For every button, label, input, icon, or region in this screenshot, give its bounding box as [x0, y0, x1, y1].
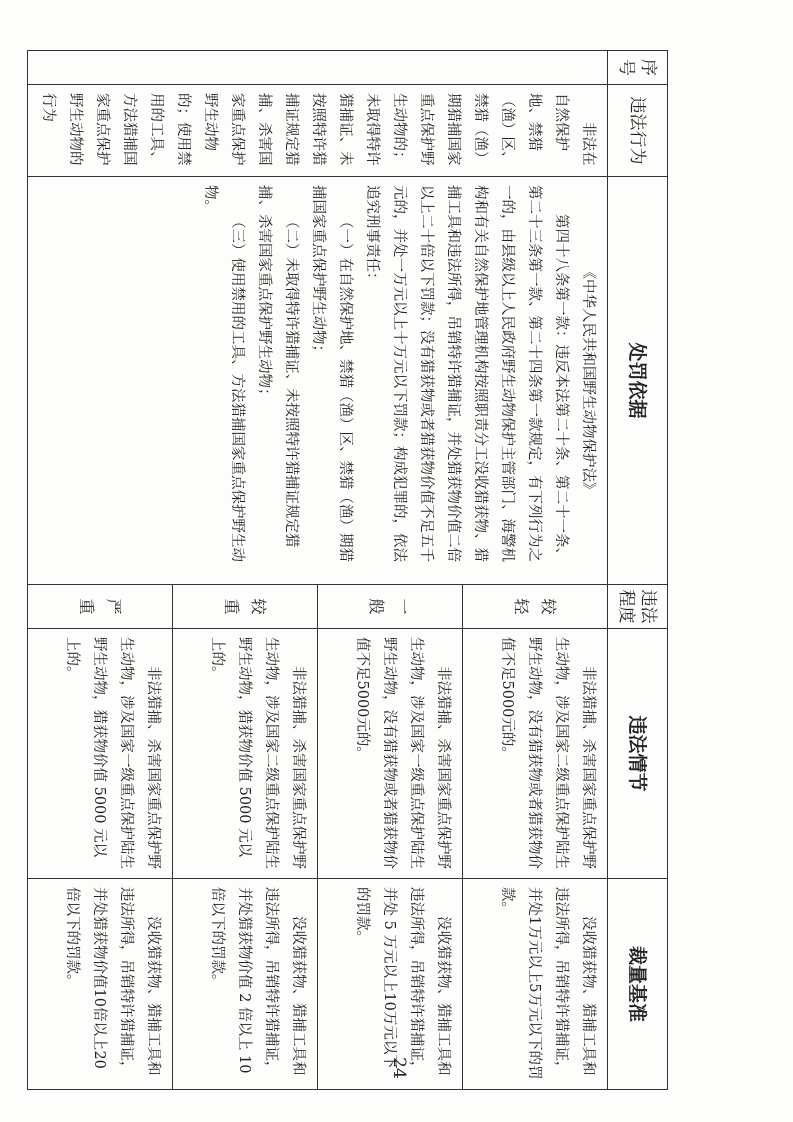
- header-seq: 序号: [608, 51, 668, 85]
- table-row: [463, 51, 608, 1090]
- header-basis: 处罚依据: [608, 177, 668, 585]
- page-number: 24: [388, 1057, 409, 1079]
- header-situation: 违法情节: [608, 629, 668, 879]
- standard-text: 没收猎获物、猎捕工具和违法所得，吊销特许猎捕证，并处猎获物价值10倍以上20倍以下的罚款。: [64, 887, 161, 1076]
- degree-cell: 较重: [173, 585, 318, 629]
- header-act: 违法行为: [608, 85, 668, 177]
- situation-text: 非法猎捕、杀害国家重点保护野生动物，涉及国家二级重点保护陆生野生动物，没有猎获物或者猎获物价值不足5000元的。: [499, 637, 596, 869]
- situation-text: 非法猎捕、杀害国家重点保护野生动物，涉及国家一级重点保护陆生野生动物，猎获物价值 5000 元以上的。: [64, 637, 161, 869]
- standard-text: 没收猎获物、猎捕工具和违法所得，吊销特许猎捕证，并处 5 万元以上10万元以下的罚款。: [354, 887, 451, 1076]
- degree-cell: 一般: [318, 585, 463, 629]
- situation-text: 非法猎捕、杀害国家重点保护野生动物，涉及国家一级重点保护陆生野生动物，没有猎获物或者猎获物价值不足5000元的。: [354, 637, 451, 869]
- basis-para1: 第四十八条第一款：违反本法第二十条、第二十一条、第二十三条第一款、第二十四条第一款规定，有下列行为之一的，由县级以上人民政府野生动物保护主管部门、海警机构和有关自然保护地管理机构按照职责分工没收猎获物、猎捕工具和违法所得，吊销特许猎捕证，并处猎获物价值二倍以上二十倍以下罚款；没有猎获物或者猎获物价值不足五千元的，并处一万元以上十万元以下罚款；构成犯罪的，依法追究刑事责任：: [364, 185, 569, 562]
- standard-text: 没收猎获物、猎捕工具和违法所得，吊销特许猎捕证，并处猎获物价值 2 倍以上 10 倍以下的罚款。: [209, 887, 306, 1076]
- header-degree: 违法程度: [608, 585, 668, 629]
- situation-cell: [318, 629, 463, 879]
- situation-cell: [28, 629, 173, 879]
- standard-cell: [28, 879, 173, 1090]
- degree-cell: 严重: [28, 585, 173, 629]
- basis-item1: （一）在自然保护地、禁猎（渔）区、禁猎（渔）期猎捕国家重点保护野生动物；: [310, 185, 353, 562]
- basis-cell: [28, 177, 608, 585]
- situation-cell: [463, 629, 608, 879]
- standard-cell: [463, 879, 608, 1090]
- standard-cell: [173, 879, 318, 1090]
- basis-item3: （三）使用禁用的工具、方法猎捕国家重点保护野生动物。: [202, 185, 245, 562]
- act-text: 非法在自然保护地、禁猎（渔）区、禁猎（渔）期猎捕国家重点保护野生动物的；未取得特许猎捕证、未按照特许猎捕证规定猎捕、杀害国家重点保护野生动物的；使用禁用的工具、方法猎捕国家重点保护野生动物的行为: [40, 93, 596, 166]
- act-cell: [28, 85, 608, 177]
- rotated-table-wrapper: [40, 50, 668, 1090]
- basis-item2: （二）未取得特许猎捕证、未按照特许猎捕证规定猎捕、杀害国家重点保护野生动物；: [256, 185, 299, 548]
- situation-text: 非法猎捕、杀害国家重点保护野生动物，涉及国家二级重点保护陆生野生动物，猎获物价值 5000 元以上的。: [209, 637, 306, 869]
- seq-cell: [28, 51, 608, 85]
- basis-law-title: 《中华人民共和国野生动物保护法》: [580, 264, 596, 497]
- situation-cell: [173, 629, 318, 879]
- standard-text: 没收猎获物、猎捕工具和违法所得，吊销特许猎捕证，并处1万元以上5万元以下的罚款。: [499, 887, 596, 1080]
- header-row: [608, 51, 668, 1090]
- header-standard: 裁量基准: [608, 879, 668, 1090]
- degree-cell: 较轻: [463, 585, 608, 629]
- penalty-table: [27, 50, 668, 1090]
